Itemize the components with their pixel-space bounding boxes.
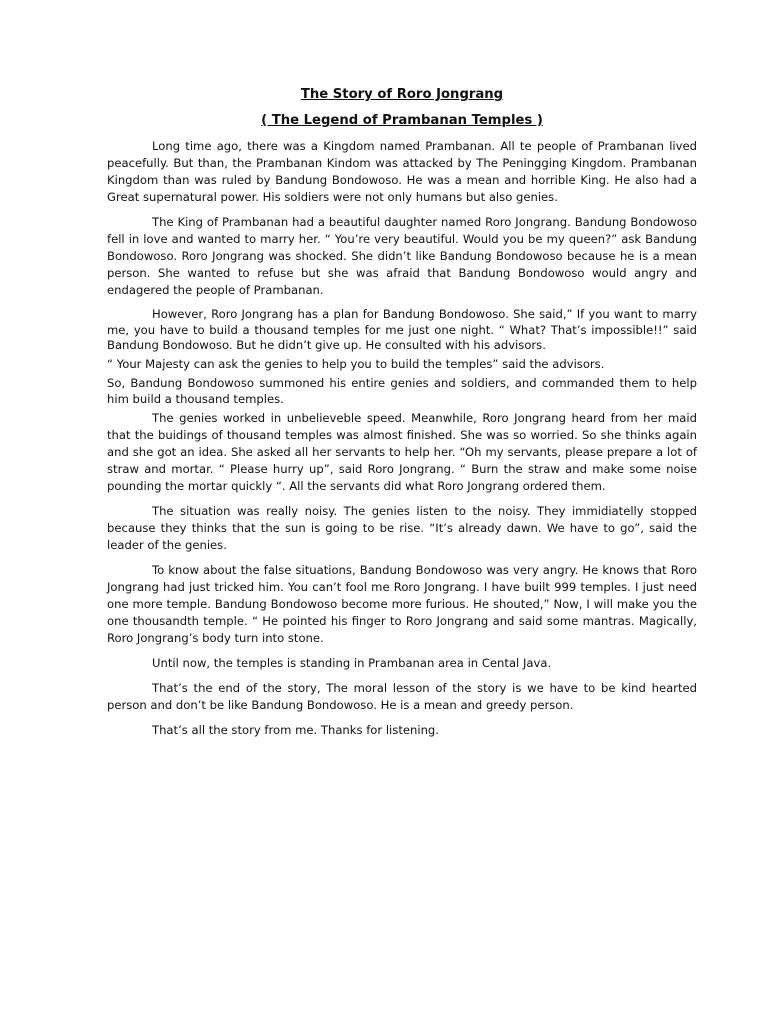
paragraph-advisors: “ Your Majesty can ask the genies to help you to build the temples” said the advisors. [107, 356, 605, 371]
paragraph-intro: Long time ago, there was a Kingdom named Prambanan. All te people of Prambanan lived peacefully. But than, the Prambanan Kindom was attacked by The Peningging Kingdom. Prambanan Kingdom than was ruled by Bandung Bondowoso. He was a mean and horrible King. He also had a Great supernatural power. His soldiers were not only humans but also genies. [107, 139, 697, 204]
document-subtitle: ( The Legend of Prambanan Temples ) [261, 113, 543, 128]
paragraph-plan: However, Roro Jongrang has a plan for Bandung Bondowoso. She said,” If you want to marry me, you have to build a thousand temples for me just one night. “ What? That’s impossible!!” said Bandung Bondowoso. But he didn’t give up. He consulted with his advisors. [107, 307, 697, 352]
paragraph-proposal: The King of Prambanan had a beautiful daughter named Roro Jongrang. Bandung Bondowoso fell in love and wanted to marry her. “ You’re very beautiful. Would you be my queen?” ask Bandung Bondowoso. Roro Jongrang was shocked. She didn’t like Bandung Bondowoso because he is a mean person. She wanted to refuse but she was afraid that Bandung Bondowoso would angry and endagered the people of Prambanan. [107, 215, 697, 297]
document-title: The Story of Roro Jongrang [300, 87, 504, 102]
paragraph-closing: That’s all the story from me. Thanks for listening. [152, 723, 439, 737]
paragraph-summon: So, Bandung Bondowoso summoned his entire genies and soldiers, and commanded them to help him build a thousand temples. [107, 376, 697, 406]
paragraph-temples-today: Until now, the temples is standing in Prambanan area in Cental Java. [152, 656, 552, 670]
paragraph-genies-work: The genies worked in unbelieveble speed. Meanwhile, Roro Jongrang heard from her maid that the buidings of thousand temples was almost finished. She was so worried. So she thinks again and she got an idea. She asked all her servants to help her. “Oh my servants, please prepare a lot of straw and mortar. “ Please hurry up”, said Roro Jongrang. “ Burn the straw and make some noise pounding the mortar quickly “. All the servants did what Roro Jongrang ordered them. [107, 411, 697, 493]
paragraph-curse: To know about the false situations, Bandung Bondowoso was very angry. He knows that Roro Jongrang had just tricked him. You can’t fool me Roro Jongrang. I have built 999 temples. I just need one more temple. Bandung Bondowoso become more furious. He shouted,” Now, I will make you the one thousandth temple. “ He pointed his finger to Roro Jongrang and said some mantras. Magically, Roro Jongrang’s body turn into stone. [107, 563, 697, 645]
paragraph-moral: That’s the end of the story, The moral lesson of the story is we have to be kind hearted person and don’t be like Bandung Bondowoso. He is a mean and greedy person. [107, 681, 697, 712]
document-page [107, 86, 697, 747]
paragraph-noisy: The situation was really noisy. The genies listen to the noisy. They immidiatelly stopped because they thinks that the sun is going to be rise. “It’s already dawn. We have to go”, said the leader of the genies. [107, 504, 697, 552]
